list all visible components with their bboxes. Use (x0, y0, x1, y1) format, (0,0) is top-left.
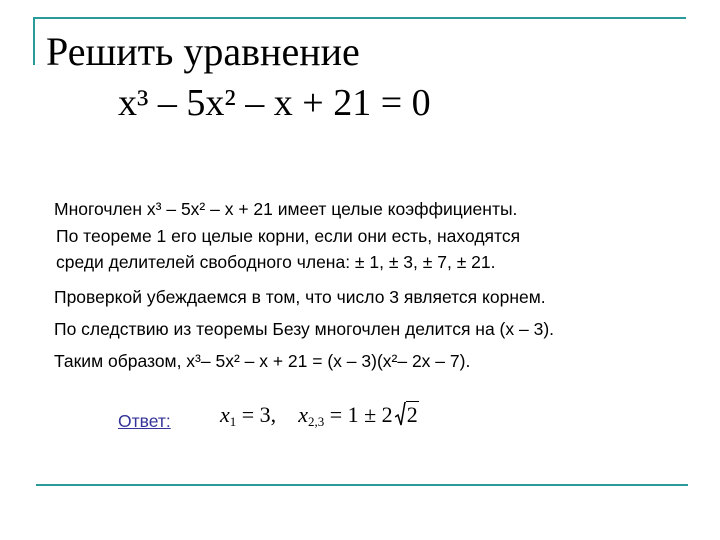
root-1-subscript: 1 (229, 414, 237, 429)
answer-link[interactable]: Ответ: (118, 411, 171, 431)
roots-2-3-subscript: 2,3 (307, 414, 325, 429)
top-divider (33, 17, 686, 19)
root-1-value: = 3, (236, 402, 277, 427)
body-line: По теореме 1 его целые корни, если они есть, находятся (56, 226, 521, 246)
radicand: 2 (406, 402, 418, 427)
equation: x³ – 5x² – x + 21 = 0 (118, 82, 431, 124)
body-line: среди делителей свободного члена: ± 1, ± 3, ± 7, ± 21. (56, 252, 496, 272)
square-root (395, 400, 419, 430)
root-1-var: x (220, 402, 230, 427)
roots-2-3 (298, 402, 419, 427)
radical-sign-icon (395, 402, 406, 426)
root-1 (220, 402, 276, 427)
bottom-divider (36, 484, 688, 486)
body-line: По следствию из теоремы Безу многочлен делится на (x – 3). (54, 319, 555, 339)
roots-2-3-value: = 1 ± 2 (324, 402, 393, 427)
slide-title: Решить уравнение (46, 29, 360, 74)
body-line: Многочлен x³ – 5x² – x + 21 имеет целые коэффициенты. (54, 199, 518, 219)
answer-formula (220, 400, 419, 437)
roots-2-3-var: x (298, 402, 308, 427)
body-line: Таким образом, x³– 5x² – x + 21 = (x – 3)(x²– 2x – 7). (54, 351, 471, 371)
body-line: Проверкой убеждаемся в том, что число 3 является корнем. (54, 287, 546, 307)
left-divider (33, 17, 35, 65)
